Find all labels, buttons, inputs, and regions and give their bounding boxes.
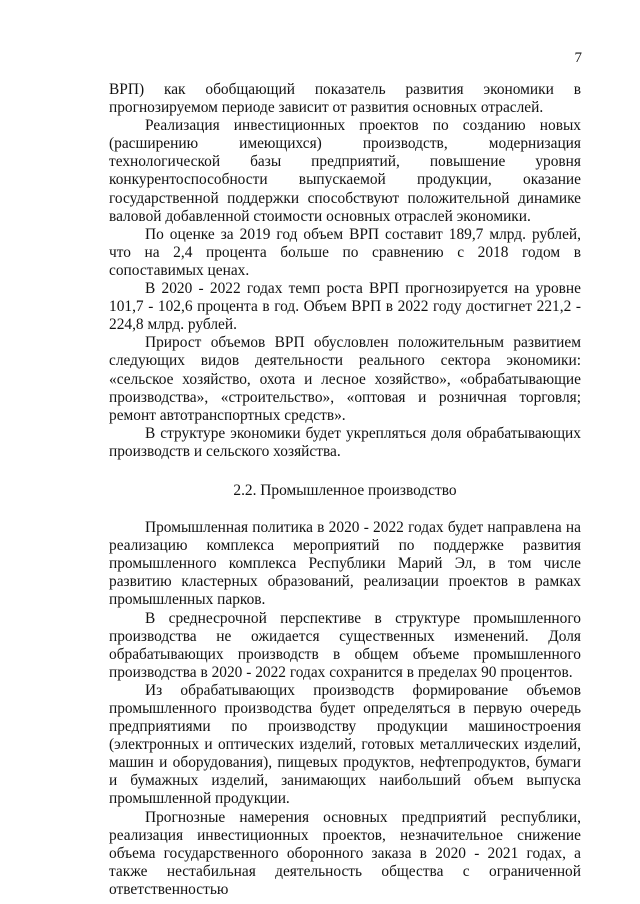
page-number: 7 — [574, 50, 582, 66]
paragraph: Прирост объемов ВРП обусловлен положительным развитием следующих видов деятельности реального сектора экономики: «сельское хозяйство, охота и лесное хозяйство», «обрабатывающие производства», «строительство», «оптовая и розничная торговля; ремонт автотранспортных средств». — [109, 334, 581, 424]
paragraphs-after-heading — [109, 519, 581, 899]
paragraph: Из обрабатывающих производств формирование объемов промышленного производства будет определяться в первую очередь предприятиями по производству продукции машиностроения (электронных и оптических изделий, готовых металлических изделий, машин и оборудования), пищевых продуктов, нефтепродуктов, бумаги и бумажных изделий, занимающих наибольший объем выпуска промышленной продукции. — [109, 681, 581, 808]
paragraph: ВРП) как обобщающий показатель развития экономики в прогнозируемом периоде зависит от развития основных отраслей. — [109, 81, 581, 117]
section-heading: 2.2. Промышленное производство — [233, 481, 457, 499]
paragraph: Промышленная политика в 2020 - 2022 годах будет направлена на реализацию комплекса мероприятий по поддержке развития промышленного комплекса Республики Марий Эл, в том числе развитию кластерных образований, реализации проектов в рамках промышленных парков. — [109, 519, 581, 609]
paragraph: Реализация инвестиционных проектов по созданию новых (расширению имеющихся) производств, модернизация технологической базы предприятий, повышение уровня конкурентоспособности выпускаемой продукции, оказание государственной поддержки способствуют положительной динамике валовой добавленной стоимости основных отраслей экономики. — [109, 117, 581, 225]
document-body — [109, 81, 581, 899]
paragraph: В структуре экономики будет укрепляться доля обрабатывающих производств и сельского хозяйства. — [109, 424, 581, 460]
paragraph: В 2020 - 2022 годах темп роста ВРП прогнозируется на уровне 101,7 - 102,6 процента в год. Объем ВРП в 2022 году достигнет 221,2 - 224,8 млрд. рублей. — [109, 280, 581, 334]
paragraph: В среднесрочной перспективе в структуре промышленного производства не ожидается существенных изменений. Доля обрабатывающих производств в общем объеме промышленного производства в 2020 - 2022 годах сохранится в пределах 90 процентов. — [109, 609, 581, 681]
paragraphs-before-heading — [109, 81, 581, 461]
paragraph: Прогнозные намерения основных предприятий республики, реализация инвестиционных проектов, незначительное снижение объема государственного оборонного заказа в 2020 - 2021 годах, а также нестабильная деятельность общества с ограниченной ответственностью — [109, 808, 581, 898]
paragraph: По оценке за 2019 год объем ВРП составит 189,7 млрд. рублей, что на 2,4 процента больше по сравнению с 2018 годом в сопоставимых ценах. — [109, 225, 581, 279]
